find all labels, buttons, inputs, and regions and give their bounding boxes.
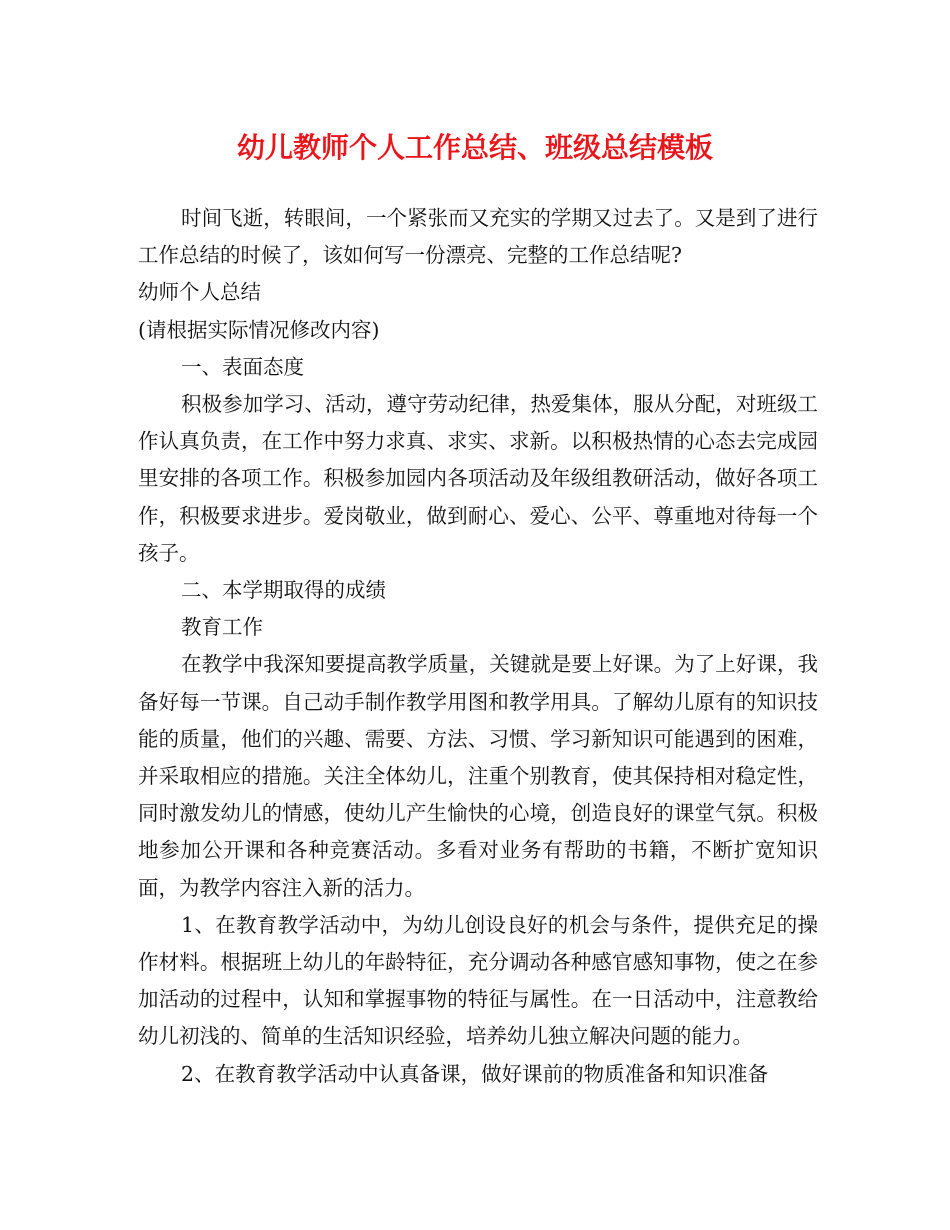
- document-body: [138, 200, 818, 1093]
- section-heading-attitude: 一、表面态度: [181, 354, 305, 379]
- paragraph-attitude: 积极参加学习、活动，遵守劳动纪律，热爱集体，服从分配，对班级工作认真负责，在工作中努力求真、求实、求新。以积极热情的心态去完成园里安排的各项工作。积极参加园内各项活动及年级组教研活动，做好各项工作，积极要求进步。爱岗敬业，做到耐心、爱心、公平、尊重地对待每一个孩子。: [138, 392, 818, 565]
- paragraph-heading-summary: 幼师个人总结: [138, 280, 261, 305]
- subheading-education-work: 教育工作: [181, 615, 264, 640]
- paragraph-teaching: 在教学中我深知要提高教学质量，关键就是要上好课。为了上好课，我备好每一节课。自己动手制作教学用图和教学用具。了解幼儿原有的知识技能的质量，他们的兴趣、需要、方法、习惯、学习新知识可能遇到的困难，并采取相应的措施。关注全体幼儿，注重个别教育，使其保持相对稳定性，同时激发幼儿的情感，使幼儿产生愉快的心境，创造良好的课堂气氛。积极地参加公开课和各种竞赛活动。多看对业务有帮助的书籍，不断扩宽知识面，为教学内容注入新的活力。: [138, 652, 818, 900]
- section-heading-achievements: 二、本学期取得的成绩: [181, 578, 387, 603]
- paragraph-item-2: 2、在教育教学活动中认真备课，做好课前的物质准备和知识准备: [181, 1061, 769, 1086]
- paragraph-note: (请根据实际情况修改内容): [138, 317, 380, 342]
- document-title: 幼儿教师个人工作总结、班级总结模板: [236, 131, 713, 164]
- paragraph-item-1: 1、在教育教学活动中，为幼儿创设良好的机会与条件，提供充足的操作材料。根据班上幼儿的年龄特征，充分调动各种感官感知事物，使之在参加活动的过程中，认知和掌握事物的特征与属性。在一日活动中，注意教给幼儿初浅的、简单的生活知识经验，培养幼儿独立解决问题的能力。: [138, 912, 818, 1049]
- paragraph-intro: 时间飞逝，转眼间，一个紧张而又充实的学期又过去了。又是到了进行工作总结的时候了，该如何写一份漂亮、完整的工作总结呢?: [138, 206, 818, 268]
